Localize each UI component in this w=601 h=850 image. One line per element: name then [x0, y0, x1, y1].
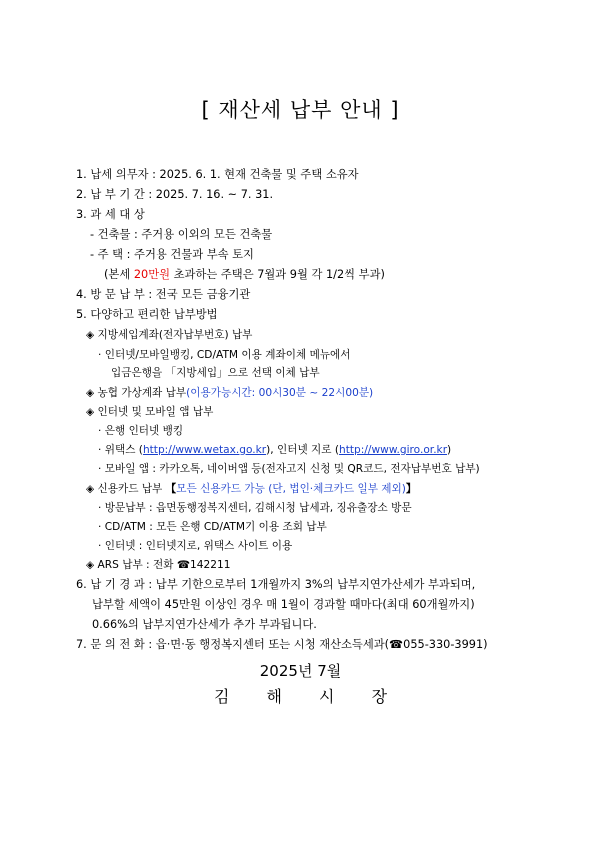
method-account: ◈ 지방세입계좌(전자납부번호) 납부 [86, 329, 253, 341]
method-ars: ◈ ARS 납부 : 전화 ☎142211 [86, 559, 231, 571]
item-target-note [104, 268, 385, 282]
method-virtual-label: ◈ 농협 가상계좌 납부 [86, 387, 187, 399]
method-card-visit: · 방문납부 : 읍면동행정복지센터, 김해시청 납세과, 징유출장소 방문 [98, 502, 412, 514]
method-card-atm: · CD/ATM : 모든 은행 CD/ATM기 이용 조회 납부 [98, 521, 327, 533]
note-pre: (본세 [104, 268, 134, 281]
giro-link[interactable]: http://www.giro.or.kr [339, 444, 448, 456]
item-visit: 4. 방 문 납 부 : 전국 모든 금융기관 [76, 288, 251, 301]
method-account-desc2: 입금은행을 「지방세입」으로 선택 이체 납부 [111, 367, 320, 379]
note-post: 초과하는 주택은 7월과 9월 각 1/2씩 부과) [170, 268, 385, 281]
sites-post: ) [447, 444, 452, 456]
wetax-link[interactable]: http://www.wetax.go.kr [142, 444, 267, 456]
late-line-3: 0.66%의 납부지연가산세가 추가 부과됩니다. [92, 618, 317, 631]
item-target-building: - 건축물 : 주거용 이외의 모든 건축물 [90, 228, 273, 241]
signer: 김 해 시 장 [213, 687, 388, 706]
method-account-desc1: · 인터넷/모바일뱅킹, CD/ATM 이용 계좌이체 메뉴에서 [98, 349, 351, 361]
method-mobile-app: · 모바일 앱 : 카카오톡, 네이버앱 등(전자고지 신청 및 QR코드, 전자납부번호 납부) [98, 463, 480, 475]
note-amount: 20만원 [133, 268, 171, 281]
method-card-internet: · 인터넷 : 인터넷지로, 위택스 사이트 이용 [98, 540, 293, 552]
sites-pre: · 위택스 ( [98, 444, 143, 456]
item-target: 3. 과 세 대 상 [76, 208, 145, 221]
item-target-house: - 주 택 : 주거용 건물과 부속 토지 [90, 248, 254, 261]
method-virtual-hours: (이용가능시간: 00시30분 ~ 22시00분) [186, 387, 374, 399]
issue-date: 2025년 7월 [259, 662, 342, 680]
item-taxpayer: 1. 납세 의무자 : 2025. 6. 1. 현재 건축물 및 주택 소유자 [76, 168, 359, 181]
method-internet-sites [98, 443, 451, 457]
item-period: 2. 납 부 기 간 : 2025. 7. 16. ~ 7. 31. [76, 188, 274, 201]
method-card [86, 482, 417, 496]
sites-mid: ), 인터넷 지로 ( [266, 444, 340, 456]
method-virtual [86, 386, 373, 400]
method-card-label: ◈ 신용카드 납부 [86, 483, 163, 495]
method-internet: ◈ 인터넷 및 모바일 앱 납부 [86, 406, 214, 418]
contact-line: 7. 문 의 전 화 : 읍·면·동 행정복지센터 또는 시청 재산소득세과(☎055-330-3991) [76, 638, 488, 651]
late-line-1: 6. 납 기 경 과 : 납부 기한으로부터 1개월까지 3%의 납부지연가산세가 부과되며, [76, 578, 476, 591]
late-line-2: 납부할 세액이 45만원 이상인 경우 매 1월이 경과할 때마다(최대 60개월까지) [92, 598, 475, 611]
card-note-open: 【 [165, 483, 177, 495]
item-methods: 5. 다양하고 편리한 납부방법 [76, 308, 218, 321]
method-internet-bank: · 은행 인터넷 뱅킹 [98, 425, 184, 437]
card-note-close: 】 [405, 483, 417, 495]
card-note: 모든 신용카드 가능 (단, 법인·체크카드 일부 제외) [176, 483, 406, 495]
page-title: [ 재산세 납부 안내 ] [201, 98, 400, 122]
